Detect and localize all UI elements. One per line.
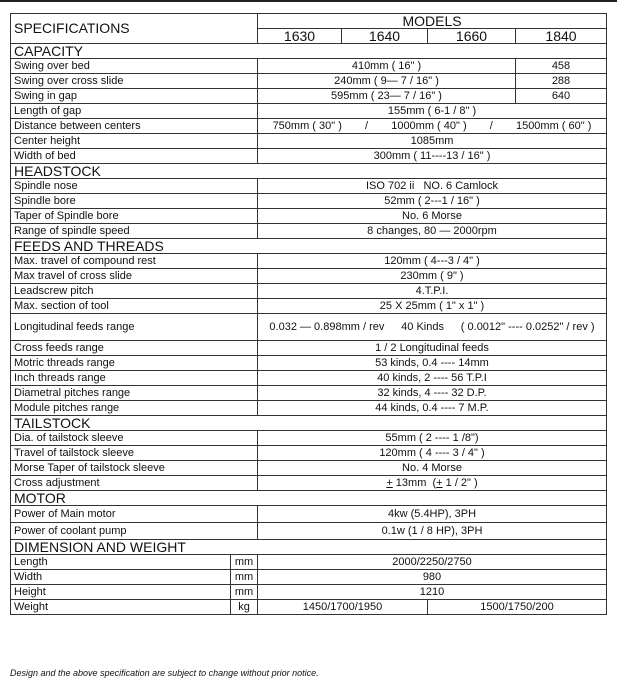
spec-value: 410mm ( 16" )	[258, 59, 516, 74]
spec-value	[258, 314, 607, 341]
longitudinal-inch: ( 0.0012" ---- 0.0252" / rev )	[460, 320, 595, 333]
spec-label: Max travel of cross slide	[11, 269, 258, 284]
spec-value: 1085mm	[258, 134, 607, 149]
spec-row	[11, 134, 607, 149]
spec-row	[11, 431, 607, 446]
models-header-row	[11, 14, 607, 29]
plus-minus-symbol: +	[436, 476, 443, 489]
spec-row	[11, 179, 607, 194]
spec-label: Spindle nose	[11, 179, 258, 194]
section-motor: MOTOR	[11, 491, 607, 506]
model-1660: 1660	[428, 29, 516, 44]
spec-row	[11, 59, 607, 74]
spec-label: Cross adjustment	[11, 476, 258, 491]
spec-row	[11, 371, 607, 386]
spec-value	[258, 476, 607, 491]
spec-row	[11, 523, 607, 540]
spec-row	[11, 314, 607, 341]
spec-value: 52mm ( 2---1 / 16" )	[258, 194, 607, 209]
spec-label: Diametral pitches range	[11, 386, 258, 401]
spec-value: 240mm ( 9— 7 / 16" )	[258, 74, 516, 89]
spec-value: 980	[258, 570, 607, 585]
distance-750: 750mm ( 30" )	[272, 119, 342, 132]
spec-unit: mm	[231, 555, 258, 570]
section-feeds-and-threads: FEEDS AND THREADS	[11, 239, 607, 254]
spec-row	[11, 104, 607, 119]
models-heading: MODELS	[258, 14, 607, 29]
spec-label: Taper of Spindle bore	[11, 209, 258, 224]
spec-value-weight-1840: 1500/1750/200	[428, 600, 607, 615]
cross-adjust-mm: 13mm (	[392, 476, 437, 489]
spec-label: Power of Main motor	[11, 506, 258, 523]
spec-row	[11, 194, 607, 209]
spec-value: 120mm ( 4 ---- 3 / 4" )	[258, 446, 607, 461]
spec-value: 4kw (5.4HP), 3PH	[258, 506, 607, 523]
spec-value: 230mm ( 9" )	[258, 269, 607, 284]
spec-label: Inch threads range	[11, 371, 258, 386]
spec-value: 55mm ( 2 ---- 1 /8")	[258, 431, 607, 446]
spec-row	[11, 570, 607, 585]
spec-value: 1210	[258, 585, 607, 600]
spec-label: Height	[11, 585, 231, 600]
spec-value: 25 X 25mm ( 1" x 1" )	[258, 299, 607, 314]
spec-label: Leadscrew pitch	[11, 284, 258, 299]
spec-row	[11, 401, 607, 416]
section-headstock: HEADSTOCK	[11, 164, 607, 179]
section-tailstock: TAILSTOCK	[11, 416, 607, 431]
plus-minus-symbol: +	[386, 476, 393, 489]
longitudinal-metric: 0.032 — 0.898mm / rev	[269, 320, 385, 333]
spec-value: 4.T.P.I.	[258, 284, 607, 299]
spec-label: Power of coolant pump	[11, 523, 258, 540]
spec-row	[11, 209, 607, 224]
spec-value: No. 4 Morse	[258, 461, 607, 476]
spec-label: Range of spindle speed	[11, 224, 258, 239]
spec-value: 32 kinds, 4 ---- 32 D.P.	[258, 386, 607, 401]
spec-row	[11, 555, 607, 570]
spec-label: Dia. of tailstock sleeve	[11, 431, 258, 446]
spec-label: Distance between centers	[11, 119, 258, 134]
spec-row	[11, 269, 607, 284]
spec-row	[11, 506, 607, 523]
model-1640: 1640	[342, 29, 428, 44]
spec-value: 120mm ( 4---3 / 4" )	[258, 254, 607, 269]
spec-label: Spindle bore	[11, 194, 258, 209]
spec-unit: mm	[231, 585, 258, 600]
spec-unit: kg	[231, 600, 258, 615]
spec-row	[11, 476, 607, 491]
model-1840: 1840	[516, 29, 607, 44]
spec-value: 0.1w (1 / 8 HP), 3PH	[258, 523, 607, 540]
spec-value: 1 / 2 Longitudinal feeds	[258, 341, 607, 356]
separator: /	[489, 119, 493, 132]
spec-row	[11, 356, 607, 371]
spec-label: Length of gap	[11, 104, 258, 119]
spec-label: Max. section of tool	[11, 299, 258, 314]
section-capacity: CAPACITY	[11, 44, 607, 59]
spec-label: Swing over cross slide	[11, 74, 258, 89]
spec-value-1840: 288	[516, 74, 607, 89]
top-rule	[0, 0, 617, 2]
spec-value-1840: 640	[516, 89, 607, 104]
spec-label: Width	[11, 570, 231, 585]
spec-row	[11, 149, 607, 164]
spec-label: Motric threads range	[11, 356, 258, 371]
spec-value: 44 kinds, 0.4 ---- 7 M.P.	[258, 401, 607, 416]
spec-value: 155mm ( 6-1 / 8" )	[258, 104, 607, 119]
spec-value	[258, 119, 607, 134]
spec-value: 2000/2250/2750	[258, 555, 607, 570]
section-dimension-and-weight: DIMENSION AND WEIGHT	[11, 540, 607, 555]
spec-row	[11, 74, 607, 89]
cross-adjust-inch: 1 / 2" )	[442, 476, 478, 489]
spec-label: Morse Taper of tailstock sleeve	[11, 461, 258, 476]
spec-value-1840: 458	[516, 59, 607, 74]
spec-value-weight-16xx: 1450/1700/1950	[258, 600, 428, 615]
spec-label: Center height	[11, 134, 258, 149]
separator: /	[365, 119, 369, 132]
spec-value: ISO 702 ii NO. 6 Camlock	[258, 179, 607, 194]
spec-value: 595mm ( 23— 7 / 16" )	[258, 89, 516, 104]
specifications-table	[10, 13, 607, 615]
spec-label: Max. travel of compound rest	[11, 254, 258, 269]
spec-value: 8 changes, 80 — 2000rpm	[258, 224, 607, 239]
spec-row	[11, 341, 607, 356]
spec-value: 40 kinds, 2 ---- 56 T.P.I	[258, 371, 607, 386]
spec-label: Swing in gap	[11, 89, 258, 104]
spec-row	[11, 299, 607, 314]
spec-label: Width of bed	[11, 149, 258, 164]
spec-row	[11, 89, 607, 104]
spec-row	[11, 446, 607, 461]
spec-label: Swing over bed	[11, 59, 258, 74]
spec-label: Longitudinal feeds range	[11, 314, 258, 341]
spec-value: No. 6 Morse	[258, 209, 607, 224]
spec-label: Weight	[11, 600, 231, 615]
distance-1000: 1000mm ( 40" )	[391, 119, 467, 132]
spec-row	[11, 585, 607, 600]
spec-row	[11, 254, 607, 269]
spec-label: Travel of tailstock sleeve	[11, 446, 258, 461]
spec-row	[11, 386, 607, 401]
spec-row	[11, 119, 607, 134]
spec-row	[11, 600, 607, 615]
spec-label: Length	[11, 555, 231, 570]
longitudinal-kinds: 40 Kinds	[401, 320, 444, 333]
spec-unit: mm	[231, 570, 258, 585]
spec-label: Module pitches range	[11, 401, 258, 416]
spec-label: Cross feeds range	[11, 341, 258, 356]
spec-row	[11, 224, 607, 239]
spec-row	[11, 461, 607, 476]
spec-row	[11, 284, 607, 299]
spec-value: 300mm ( 11----13 / 16" )	[258, 149, 607, 164]
distance-1500: 1500mm ( 60" )	[515, 119, 592, 132]
model-1630: 1630	[258, 29, 342, 44]
disclaimer-note: Design and the above specification are subject to change without prior notice.	[10, 668, 319, 678]
spec-value: 53 kinds, 0.4 ---- 14mm	[258, 356, 607, 371]
specifications-heading: SPECIFICATIONS	[11, 14, 258, 44]
